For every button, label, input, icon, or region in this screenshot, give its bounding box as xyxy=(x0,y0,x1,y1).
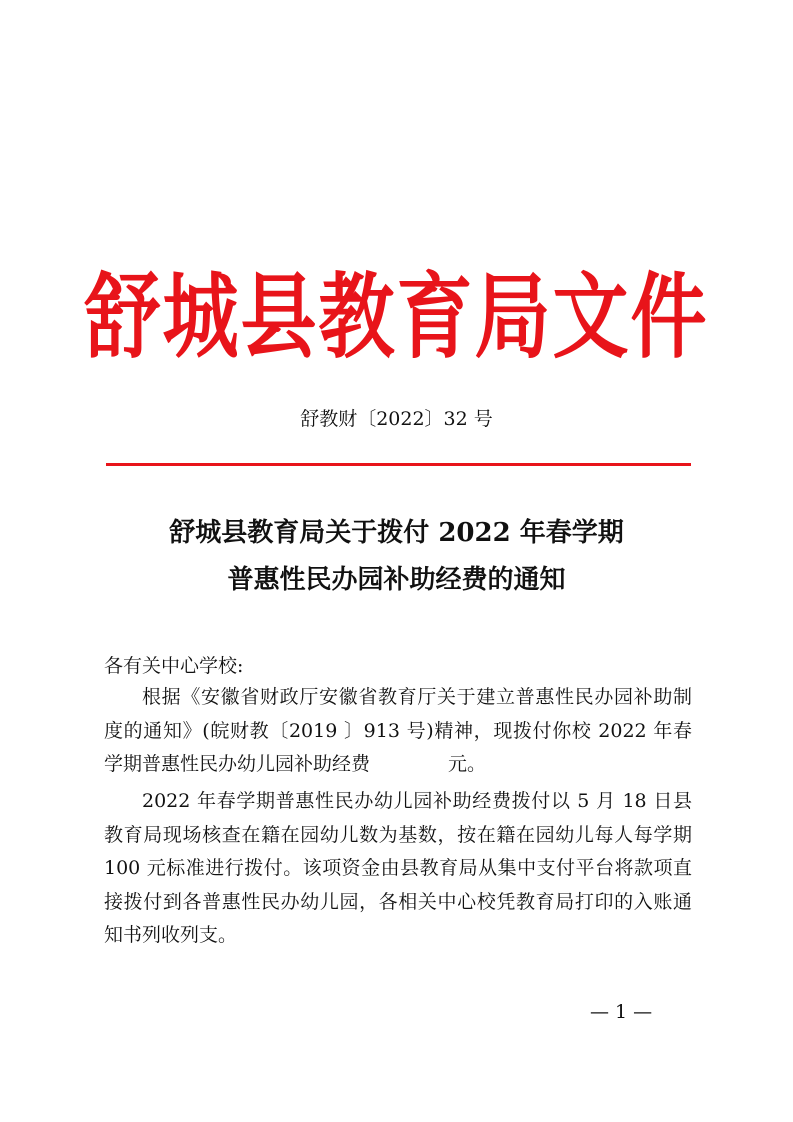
red-divider-line xyxy=(106,463,691,466)
paragraph-funding-basis xyxy=(104,681,692,782)
document-masthead: 舒城县教育局文件 xyxy=(84,262,709,371)
paragraph-funding-basis-text: 根据《安徽省财政厅安徽省教育厅关于建立普惠性民办园补助制度的通知》(皖财教〔2019 〕913 号)精神，现拨付你校 2022 年春学期普惠性民办幼儿园补助经费 xyxy=(104,686,692,775)
notice-title-line-1: 舒城县教育局关于拨付 2022 年春学期 xyxy=(169,518,624,548)
notice-title-line-2: 普惠性民办园补助经费的通知 xyxy=(227,565,566,595)
salutation: 各有关中心学校: xyxy=(104,655,244,677)
amount-unit: 元。 xyxy=(448,753,487,775)
document-number: 舒教财〔2022〕32 号 xyxy=(300,408,493,430)
page-number: — 1 — xyxy=(590,1001,653,1023)
paragraph-disbursement-details: 2022 年春学期普惠性民办幼儿园补助经费拨付以 5 月 18 日县教育局现场核查在籍在园幼儿数为基数，按在籍在园幼儿每人每学期 100 元标准进行拨付。该项资金由县教育局从集中支付平台将款项直接拨付到各普惠性民办幼儿园，各相关中心校凭教育局打印的入账通知书列收列支。 xyxy=(104,790,692,946)
